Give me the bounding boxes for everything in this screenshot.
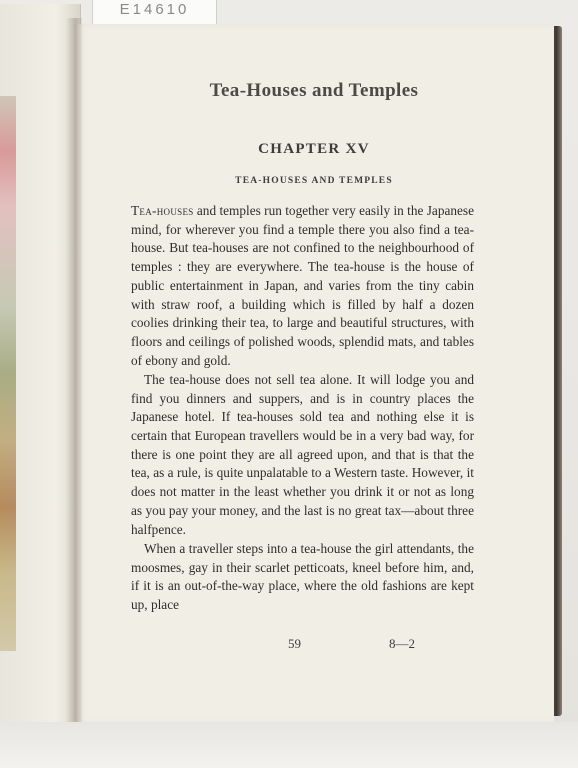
catalog-tag-number: E14610 [119,1,190,18]
paragraph-lead-word: Tea-houses [131,203,194,218]
color-plate-edge [0,96,16,651]
book-page [74,24,554,725]
table-surface [0,722,578,768]
running-head: Tea-Houses and Temples [209,80,419,101]
paragraph-3: When a traveller steps into a tea-house the girl attendants, the moosmes, gay in their scarlet petticoats, kneel before him, and, if it is an out-of-the-way place, where the old fashions are kept up, place [131,540,474,612]
paragraph-1-text: and temples run together very easily in the Japanese mind, for wherever you find a temple there you also find a tea-house. But tea-houses are not confined to the neighbourhood of temples : they are everywhere. The tea-house is the house of public entertainment in Japan, and varies from the tiny cabin with straw roof, a building which is filled by half a dozen coolies drinking their tea, to large and beautiful structures, with floors and ceilings of polished woods, splendid mats, and tables of ebony and gold. [131,203,474,368]
paragraph-1 [131,202,474,370]
signature-mark: 8—2 [389,636,415,651]
page-number: 59 [288,636,301,651]
catalog-tag [92,0,217,26]
spine-gutter [66,18,82,730]
paragraph-2: The tea-house does not sell tea alone. It will lodge you and find you dinners and suppers, and is in country places the Japanese hotel. If tea-houses sold tea and nothing else it is certain that European travellers would be in a very bad way, for there is one point they are all agreed upon, and that is that the tea, as a rule, is quite unpalatable to a Western taste. However, it does not matter in the least whether you drink it or not as long as you pay your money, and the last is no great tax—about three halfpence. [131,371,474,537]
page-body [131,202,474,615]
chapter-title: CHAPTER XV [258,141,370,157]
chapter-subtitle: TEA-HOUSES AND TEMPLES [235,176,393,186]
